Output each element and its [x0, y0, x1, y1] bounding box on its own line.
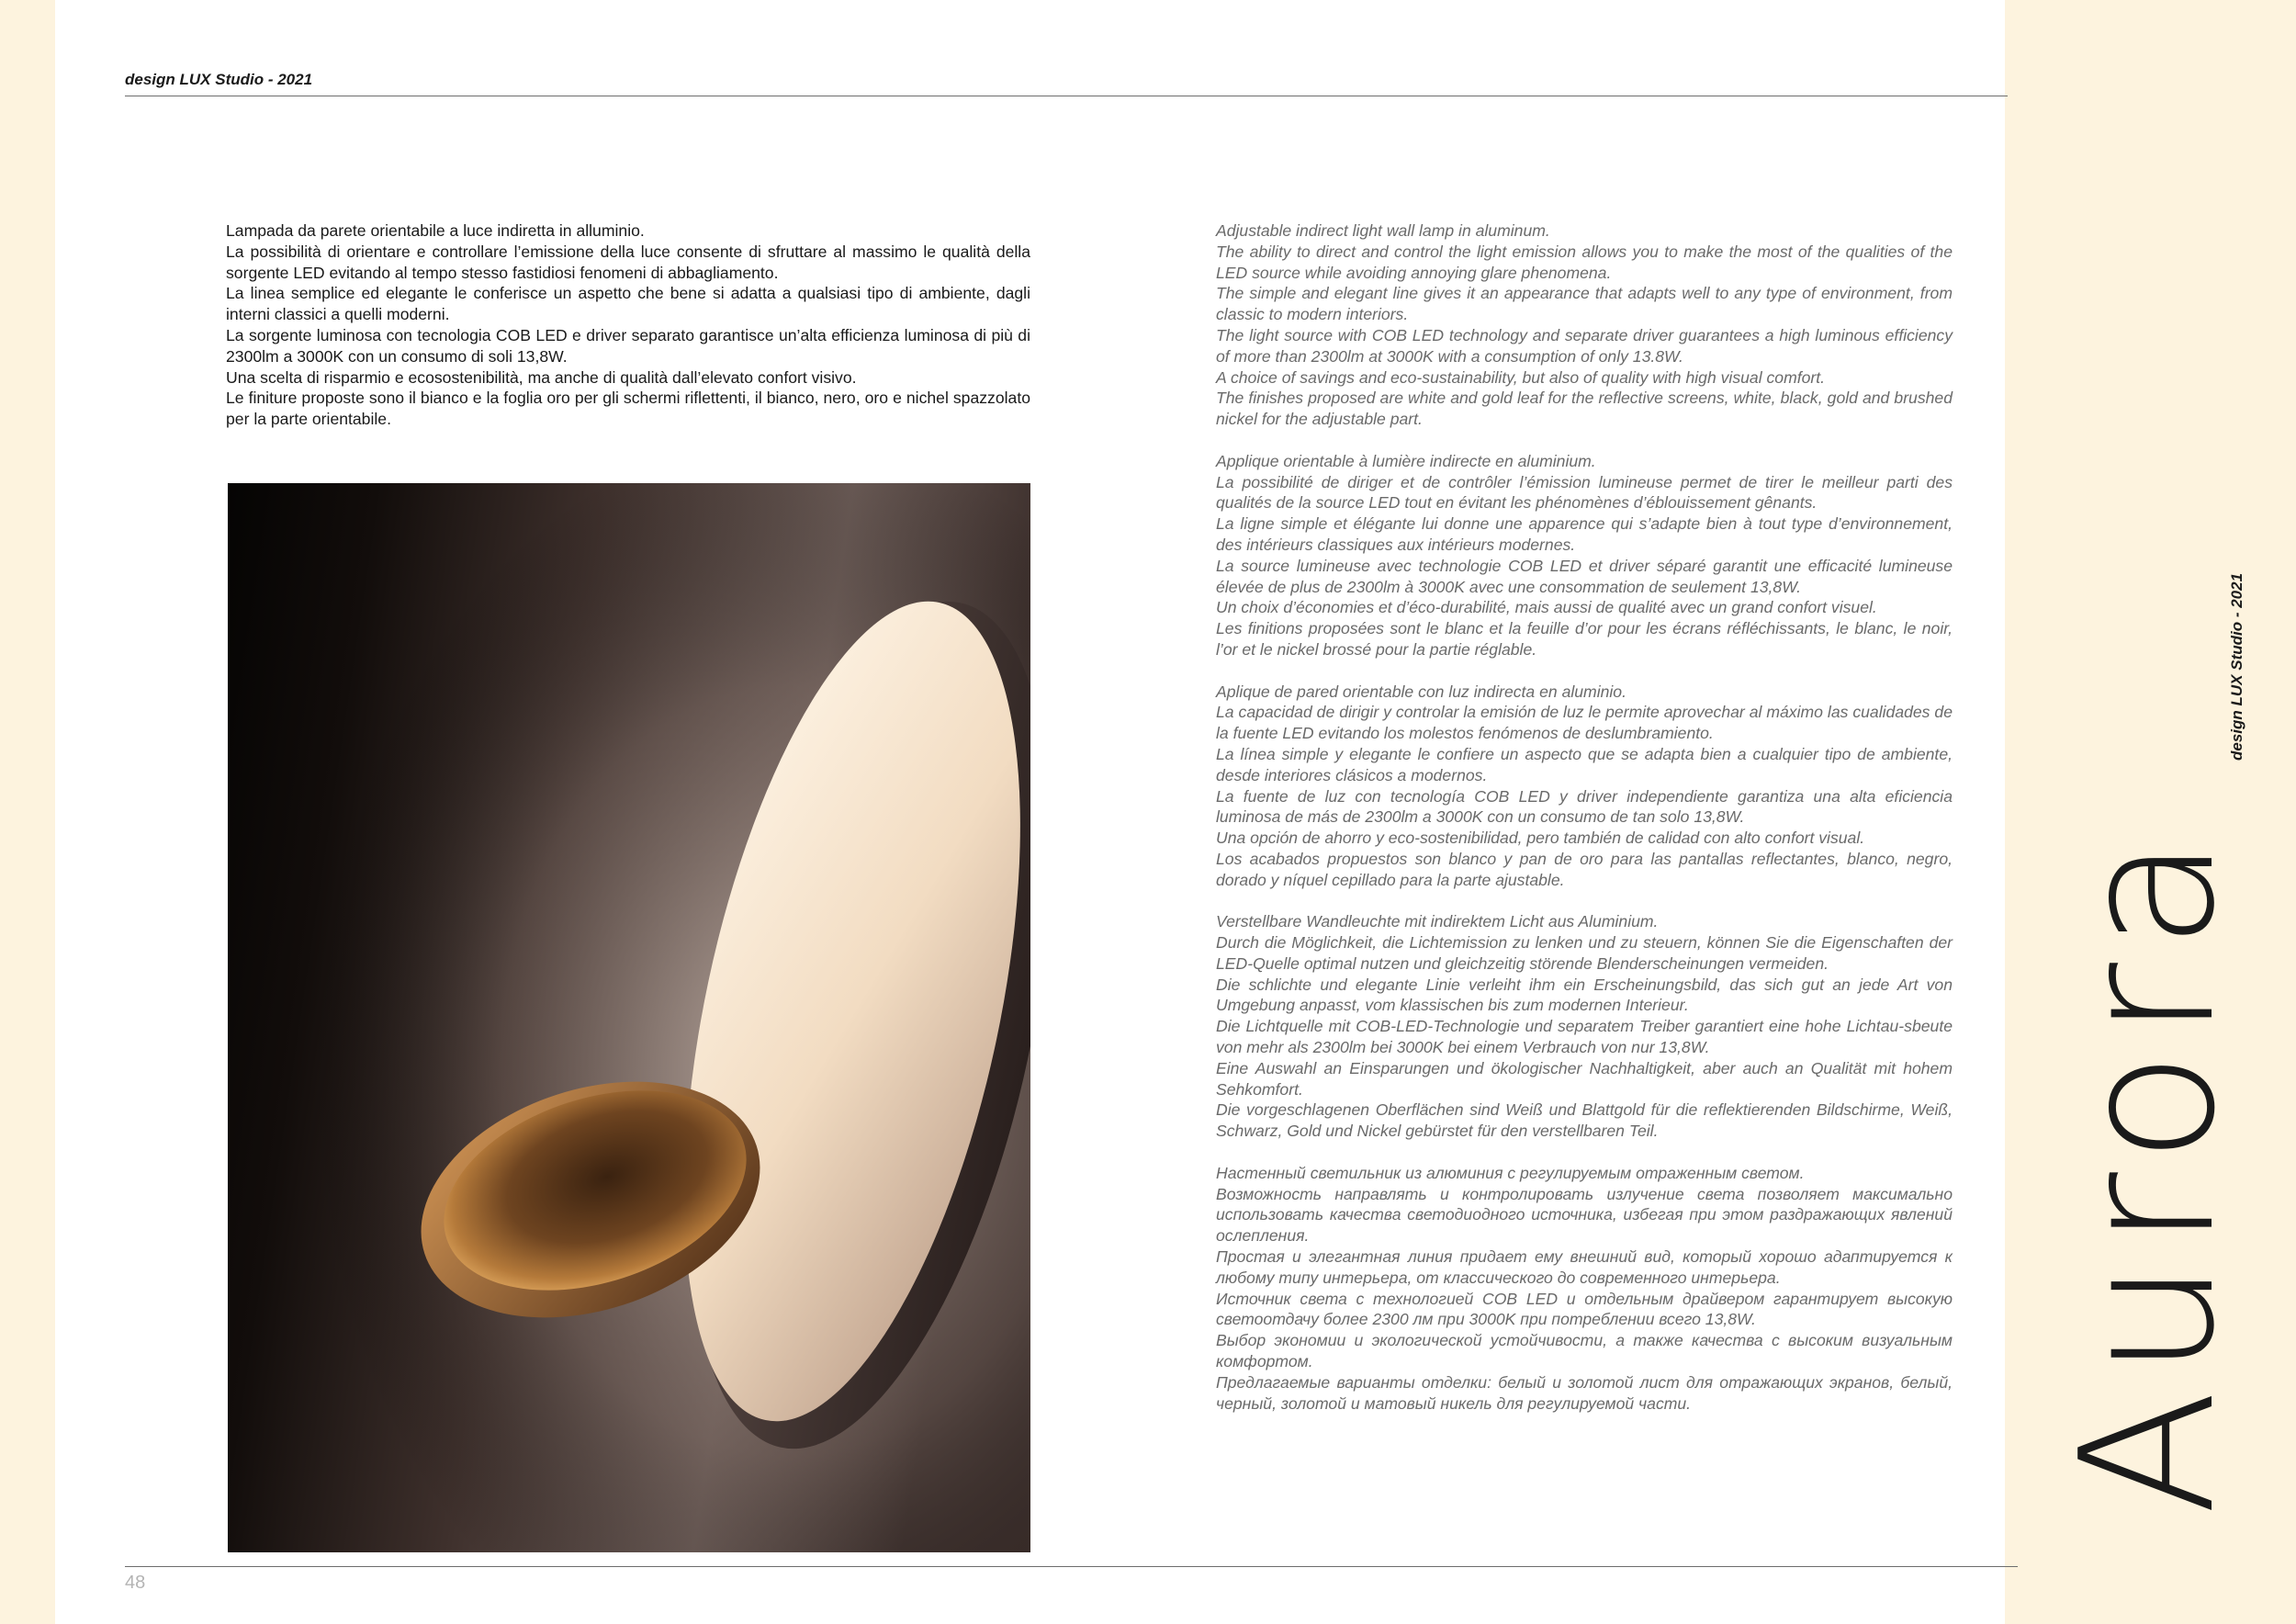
- it-line: La sorgente luminosa con tecnologia COB LED e driver separato garantisce un’alta efficienza luminosa di più di 2300lm a 3000K con un consumo di soli 13,8W.: [226, 325, 1030, 366]
- it-line: La possibilità di orientare e controllare l’emissione della luce consente di sfruttare al massimo le qualità della sorgente LED evitando al tempo stesso fastidiosi fenomeni di abbagliamento.: [226, 242, 1030, 282]
- product-title: [2042, 824, 2256, 1516]
- ru-line: Возможность направлять и контролировать излучение света позволяет максимально использовать качества светодиодного источника, избегая при этом раздражающих явлений ослепления.: [1216, 1184, 1953, 1246]
- german-description: [1216, 911, 1953, 1142]
- en-line: Adjustable indirect light wall lamp in aluminum.: [1216, 221, 1550, 240]
- de-line: Die Lichtquelle mit COB-LED-Technologie und separatem Treiber garantiert eine hohe Lichtau-sbeute von mehr als 2300lm bei 3000K bei einem Verbrauch von nur 13,8W.: [1216, 1017, 1953, 1057]
- de-line: Eine Auswahl an Einsparungen und ökologischer Nachhaltigkeit, aber auch an Qualität mit hohem Sehkomfort.: [1216, 1058, 1953, 1099]
- it-line: Lampada da parete orientabile a luce indiretta in alluminio.: [226, 221, 645, 240]
- de-line: Die vorgeschlagenen Oberflächen sind Weiß und Blattgold für die reflektierenden Bildschirme, Weiß, Schwarz, Gold und Nickel gebürstet für den verstellbaren Teil.: [1216, 1100, 1953, 1141]
- fr-line: Un choix d’économies et d’éco-durabilité, mais aussi de qualité avec un grand confort visuel.: [1216, 598, 1877, 617]
- en-line: The light source with COB LED technology and separate driver guarantees a high luminous efficiency of more than 2300lm at 3000K with a consumption of only 13.8W.: [1216, 325, 1953, 366]
- es-line: La fuente de luz con tecnología COB LED y driver independiente garantiza una alta eficiencia luminosa de más de 2300lm a 3000K con un consumo de tan solo 13,8W.: [1216, 786, 1953, 827]
- ru-line: Источник света с технологией COB LED и отдельным драйвером гарантирует высокую светоотдачу более 2300 лм при 3000K при потреблении всего 13,8W.: [1216, 1289, 1953, 1329]
- italian-description: [226, 220, 1030, 430]
- header-label: design LUX Studio - 2021: [125, 71, 313, 88]
- ru-line: Предлагаемые варианты отделки: белый и золотой лист для отражающих экранов, белый, черный, золотой и матовый никель для регулируемой части.: [1216, 1372, 1953, 1413]
- english-description: [1216, 220, 1953, 430]
- en-line: The finishes proposed are white and gold leaf for the reflective screens, white, black, gold and brushed nickel for the adjustable part.: [1216, 389, 1953, 429]
- product-title-text: Aurora: [2042, 824, 2256, 1516]
- fr-line: Applique orientable à lumière indirecte en aluminium.: [1216, 451, 1596, 470]
- it-line: Le finiture proposte sono il bianco e la foglia oro per gli schermi riflettenti, il bianco, nero, oro e nichel spazzolato per la parte orientabile.: [226, 389, 1030, 429]
- french-description: [1216, 451, 1953, 660]
- russian-description: [1216, 1163, 1953, 1415]
- ru-line: Простая и элегантная линия придает ему внешний вид, который хорошо адаптируется к любому типу интерьера, от классического до современного интерьера.: [1216, 1247, 1953, 1287]
- de-line: Durch die Möglichkeit, die Lichtemission zu lenken und zu steuern, können Sie die Eigenschaften der LED-Quelle optimal nutzen und gleichzeitig störende Blenderscheinungen vermeiden.: [1216, 933, 1953, 973]
- ru-line: Выбор экономии и экологической устойчивости, а также качества с высоким визуальным комфортом.: [1216, 1331, 1953, 1371]
- es-line: Los acabados propuestos son blanco y pan de oro para las pantallas reflectantes, blanco, negro, dorado y níquel cepillado para la parte ajustable.: [1216, 849, 1953, 889]
- fr-line: Les finitions proposées sont le blanc et la feuille d’or pour les écrans réfléchissants, le blanc, le noir, l’or et le nickel brossé pour la partie réglable.: [1216, 619, 1953, 659]
- es-line: Una opción de ahorro y eco-sostenibilidad, pero también de calidad con alto confort visual.: [1216, 829, 1865, 848]
- fr-line: La possibilité de diriger et de contrôler l’émission lumineuse permet de tirer le meilleur parti des qualités de la source LED tout en évitant les phénomènes d’éblouissement gênants.: [1216, 472, 1953, 513]
- en-line: The simple and elegant line gives it an appearance that adapts well to any type of environment, from classic to modern interiors.: [1216, 284, 1953, 324]
- es-line: La capacidad de dirigir y controlar la emisión de luz le permite aprovechar al máximo las cualidades de la fuente LED evitando los molestos fenómenos de deslumbramiento.: [1216, 703, 1953, 743]
- sidebar-label: design LUX Studio - 2021: [2228, 572, 2245, 761]
- en-line: The ability to direct and control the light emission allows you to make the most of the qualities of the LED source while avoiding annoying glare phenomena.: [1216, 242, 1953, 282]
- page-number: 48: [125, 1573, 146, 1593]
- ru-line: Настенный светильник из алюминия с регулируемым отраженным светом.: [1216, 1163, 1805, 1182]
- de-line: Die schlichte und elegante Linie verleiht ihm ein Erscheinungsbild, das sich gut an jede Art von Umgebung anpasst, vom klassischen bis zum modernen Interieur.: [1216, 975, 1953, 1015]
- es-line: Aplique de pared orientable con luz indirecta en aluminio.: [1216, 682, 1626, 701]
- translations-column: [1216, 220, 1953, 1435]
- it-line: Una scelta di risparmio e ecosostenibilità, ma anche di qualità dall’elevato confort visivo.: [226, 367, 857, 387]
- footer-divider: [125, 1566, 2018, 1567]
- fr-line: La source lumineuse avec technologie COB LED et driver séparé garantit une efficacité lumineuse élevée de plus de 2300lm à 3000K avec une consommation de seulement 13,8W.: [1216, 556, 1953, 596]
- de-line: Verstellbare Wandleuchte mit indirektem Licht aus Aluminium.: [1216, 912, 1659, 931]
- fr-line: La ligne simple et élégante lui donne une apparence qui s’adapte bien à tout type d’environnement, des intérieurs classiques aux intérieurs modernes.: [1216, 514, 1953, 554]
- es-line: La línea simple y elegante le confiere un aspecto que se adapta bien a cualquier tipo de ambiente, desde interiores clásicos a modernos.: [1216, 744, 1953, 784]
- en-line: A choice of savings and eco-sustainability, but also of quality with high visual comfort.: [1216, 367, 1826, 387]
- it-line: La linea semplice ed elegante le conferisce un aspetto che bene si adatta a qualsiasi tipo di ambiente, dagli interni classici a quelli moderni.: [226, 284, 1030, 324]
- product-photo: [228, 483, 1030, 1552]
- spanish-description: [1216, 682, 1953, 891]
